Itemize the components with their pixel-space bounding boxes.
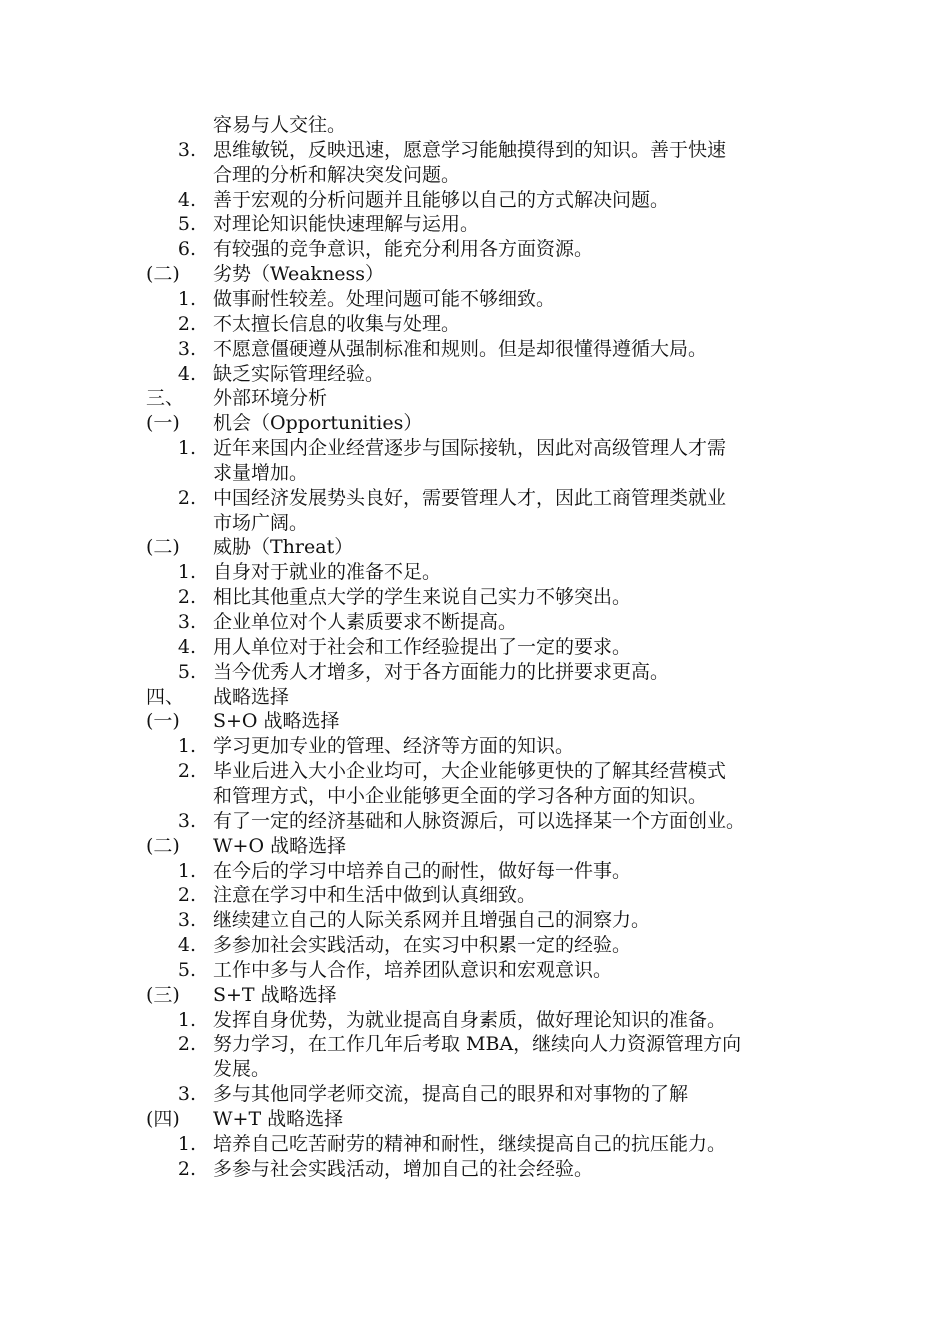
list-item-text: 合理的分析和解决突发问题。 [213, 163, 461, 186]
list-item-text: 不太擅长信息的收集与处理。 [213, 312, 461, 335]
section-label: (四) [146, 1108, 180, 1130]
section-label: (三) [146, 983, 180, 1006]
list-item-text: 学习更加专业的管理、经济等方面的知识。 [213, 735, 575, 758]
list-item-number: 2. [177, 312, 196, 335]
list-item-continuation [0, 784, 950, 809]
list-item-text: 多参与社会实践活动，增加自己的社会经验。 [213, 1157, 594, 1180]
list-item [0, 660, 950, 685]
list-item [0, 337, 950, 362]
list-item [0, 138, 950, 163]
list-item [0, 958, 950, 983]
section-label: 四、 [146, 685, 185, 708]
section-label: (二) [146, 834, 180, 857]
list-item-continuation [0, 163, 950, 188]
list-item-text: 工作中多与人合作，培养团队意识和宏观意识。 [213, 958, 613, 981]
list-item-number: 2. [177, 1033, 196, 1056]
list-item [0, 1082, 950, 1107]
list-item-number: 1. [177, 859, 196, 882]
list-item-text: 用人单位对于社会和工作经验提出了一定的要求。 [213, 635, 632, 658]
list-item [0, 1157, 950, 1182]
list-item-number: 1. [177, 561, 196, 584]
list-item [0, 1032, 950, 1057]
list-item-text: 努力学习，在工作几年后考取 MBA，继续向人力资源管理方向 [213, 1033, 742, 1056]
list-item [0, 560, 950, 585]
list-item-number: 2. [177, 760, 196, 783]
list-item-continuation [0, 461, 950, 486]
list-item-text: 继续建立自己的人际关系网并且增强自己的洞察力。 [213, 909, 651, 932]
list-item-continuation [0, 113, 950, 138]
list-item-text: 缺乏实际管理经验。 [213, 362, 385, 385]
section-label: (一) [146, 412, 180, 435]
list-item-number: 4. [177, 934, 196, 957]
list-item-text: 市场广阔。 [213, 511, 309, 534]
list-item-text: 善于宏观的分析问题并且能够以自己的方式解决问题。 [213, 188, 670, 211]
list-item-number: 4. [177, 635, 196, 658]
section-title: 战略选择 [213, 685, 290, 708]
list-item-text: 毕业后进入大小企业均可，大企业能够更快的了解其经营模式 [213, 760, 727, 783]
list-item [0, 188, 950, 213]
list-item [0, 486, 950, 511]
list-item [0, 610, 950, 635]
list-item-number: 5. [177, 660, 196, 683]
list-item-text: 注意在学习中和生活中做到认真细致。 [213, 884, 537, 907]
list-item [0, 237, 950, 262]
list-item-number: 5. [177, 213, 196, 236]
list-item-number: 2. [177, 586, 196, 609]
list-item-text: 有了一定的经济基础和人脉资源后，可以选择某一个方面创业。 [213, 809, 746, 832]
list-item-text: 有较强的竞争意识，能充分利用各方面资源。 [213, 238, 594, 261]
list-item-number: 3. [177, 809, 196, 832]
list-item-number: 2. [177, 1157, 196, 1180]
list-item-number: 3. [177, 138, 196, 161]
section-title: 劣势（Weakness） [213, 263, 385, 286]
list-item-number: 6. [177, 238, 196, 261]
list-item [0, 585, 950, 610]
section-heading [0, 983, 950, 1008]
list-item-number: 3. [177, 611, 196, 633]
section-title: 威胁（Threat） [213, 536, 354, 559]
section-heading [0, 535, 950, 560]
list-item [0, 908, 950, 933]
list-item-number: 1. [177, 437, 196, 460]
section-label: (二) [146, 263, 180, 286]
section-heading [0, 262, 950, 287]
list-item-number: 1. [177, 735, 196, 758]
list-item [0, 436, 950, 461]
list-item [0, 1008, 950, 1033]
list-item-text: 在今后的学习中培养自己的耐性，做好每一件事。 [213, 859, 632, 882]
list-item [0, 933, 950, 958]
list-item-continuation [0, 1057, 950, 1082]
section-heading [0, 834, 950, 859]
list-item-text: 相比其他重点大学的学生来说自己实力不够突出。 [213, 586, 632, 609]
list-item-text: 容易与人交往。 [213, 114, 347, 136]
section-label: (一) [146, 710, 180, 733]
section-title: S+O 战略选择 [213, 710, 340, 733]
list-item-number: 2. [177, 884, 196, 907]
list-item-text: 和管理方式，中小企业能够更全面的学习各种方面的知识。 [213, 784, 708, 807]
list-item [0, 883, 950, 908]
list-item-number: 1. [177, 287, 196, 310]
list-item-number: 1. [177, 1132, 196, 1155]
list-item [0, 859, 950, 884]
list-item-text: 做事耐性较差。处理问题可能不够细致。 [213, 287, 556, 310]
list-item-number: 3. [177, 337, 196, 360]
list-item [0, 362, 950, 387]
list-item-text: 企业单位对个人素质要求不断提高。 [213, 611, 518, 633]
section-title: 外部环境分析 [213, 387, 328, 410]
list-item [0, 809, 950, 834]
list-item [0, 312, 950, 337]
list-item-text: 发展。 [213, 1058, 271, 1081]
list-item-number: 5. [177, 958, 196, 981]
list-item [0, 635, 950, 660]
section-title: W+O 战略选择 [213, 834, 347, 857]
list-item [0, 759, 950, 784]
list-item-text: 中国经济发展势头良好，需要管理人才，因此工商管理类就业 [213, 486, 727, 509]
section-heading [0, 709, 950, 734]
list-item [0, 1132, 950, 1157]
list-item-text: 自身对于就业的准备不足。 [213, 561, 442, 584]
section-title: 机会（Opportunities） [213, 412, 423, 435]
list-item-text: 多参加社会实践活动，在实习中积累一定的经验。 [213, 934, 632, 957]
list-item-continuation [0, 511, 950, 536]
list-item [0, 287, 950, 312]
section-heading [0, 411, 950, 436]
list-item-number: 3. [177, 1083, 196, 1106]
list-item-number: 2. [177, 486, 196, 509]
list-item [0, 734, 950, 759]
list-item [0, 212, 950, 237]
section-heading [0, 685, 950, 710]
list-item-text: 发挥自身优势，为就业提高自身素质，做好理论知识的准备。 [213, 1008, 727, 1031]
section-title: S+T 战略选择 [213, 983, 337, 1006]
section-label: 三、 [146, 387, 185, 410]
section-label: (二) [146, 536, 180, 559]
list-item-text: 对理论知识能快速理解与运用。 [213, 213, 480, 236]
list-item-text: 不愿意僵硬遵从强制标准和规则。但是却很懂得遵循大局。 [213, 337, 708, 360]
list-item-text: 求量增加。 [213, 461, 309, 484]
list-item-number: 3. [177, 909, 196, 932]
list-item-text: 思维敏锐，反映迅速，愿意学习能触摸得到的知识。善于快速 [213, 138, 727, 161]
list-item-text: 多与其他同学老师交流，提高自己的眼界和对事物的了解 [213, 1083, 689, 1106]
section-heading [0, 1107, 950, 1132]
section-heading [0, 386, 950, 411]
list-item-text: 近年来国内企业经营逐步与国际接轨，因此对高级管理人才需 [213, 437, 727, 460]
list-item-number: 4. [177, 362, 196, 385]
list-item-text: 当今优秀人才增多，对于各方面能力的比拼要求更高。 [213, 660, 670, 683]
list-item-number: 4. [177, 188, 196, 211]
list-item-text: 培养自己吃苦耐劳的精神和耐性，继续提高自己的抗压能力。 [213, 1132, 727, 1155]
list-item-number: 1. [177, 1008, 196, 1031]
section-title: W+T 战略选择 [213, 1108, 344, 1130]
